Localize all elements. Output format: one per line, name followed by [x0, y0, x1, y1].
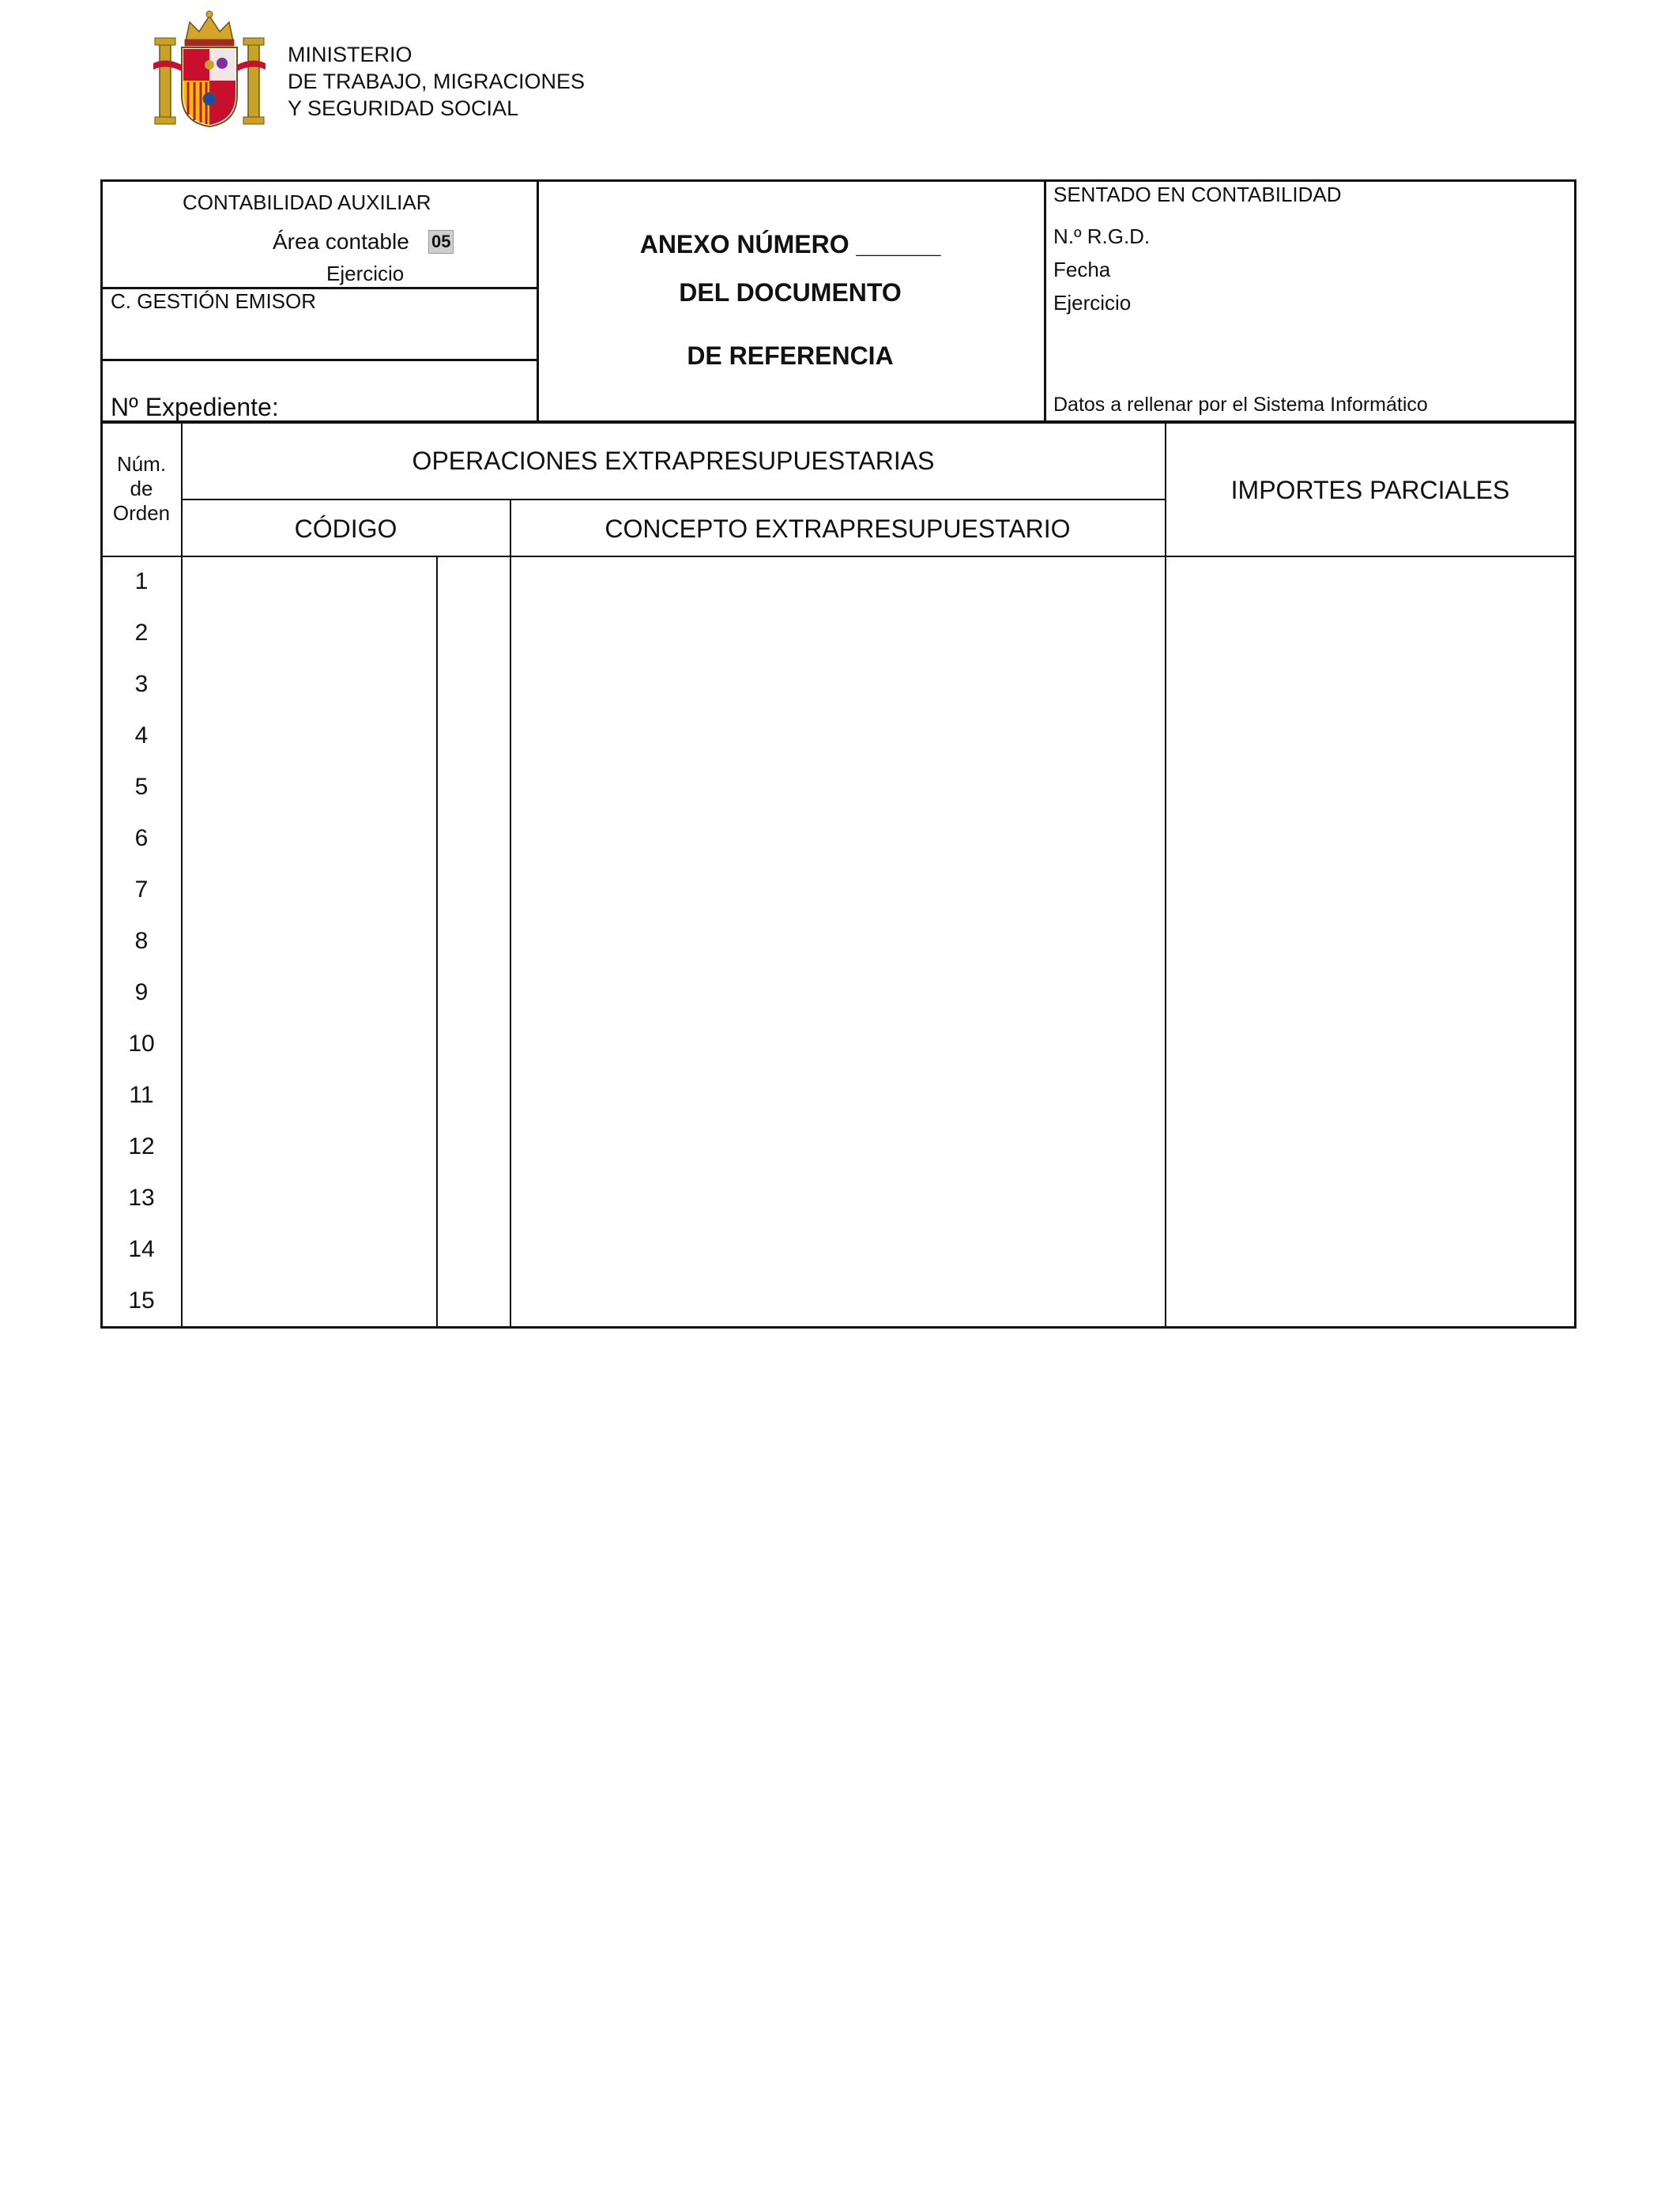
- importes-header: IMPORTES PARCIALES: [1230, 476, 1510, 504]
- sentado-en-contabilidad-label: SENTADO EN CONTABILIDAD: [1053, 183, 1342, 206]
- anexo-numero-title: ANEXO NÚMERO ______: [639, 230, 941, 258]
- divider: [436, 556, 438, 1328]
- coat-of-arms-icon: [150, 8, 269, 130]
- row-number: 10: [128, 1031, 155, 1057]
- orden-header: [102, 452, 181, 526]
- divider: [100, 359, 537, 361]
- divider: [510, 499, 511, 1328]
- del-documento-title: DEL DOCUMENTO: [679, 278, 902, 307]
- row-number: 6: [134, 825, 149, 851]
- ejercicio-label: Ejercicio: [326, 262, 405, 285]
- row-number: 5: [134, 774, 149, 800]
- row-number: 15: [128, 1287, 155, 1314]
- divider: [181, 421, 183, 1328]
- row-number: 14: [128, 1236, 155, 1262]
- orden-header-line-3: Orden: [112, 501, 171, 525]
- de-referencia-title: DE REFERENCIA: [687, 341, 894, 370]
- ministry-name: [288, 41, 585, 122]
- row-number: 4: [134, 722, 149, 748]
- row-number: 13: [128, 1185, 155, 1211]
- row-number: 7: [134, 876, 149, 903]
- row-number: 1: [134, 568, 149, 594]
- expediente-label: Nº Expediente:: [111, 393, 279, 421]
- divider: [1165, 421, 1166, 1328]
- ejercicio-right-label: Ejercicio: [1053, 291, 1132, 315]
- divider: [181, 499, 1166, 500]
- operations-table-frame: [100, 421, 1576, 1329]
- divider: [100, 556, 1575, 557]
- fecha-label: Fecha: [1053, 258, 1111, 281]
- row-number: 11: [129, 1082, 154, 1108]
- gestion-emisor-label: C. GESTIÓN EMISOR: [111, 289, 317, 313]
- sistema-informatico-note: Datos a rellenar por el Sistema Informático: [1053, 394, 1428, 416]
- area-contable-label: Área contable: [273, 229, 409, 254]
- orden-header-line-2: de: [130, 477, 153, 500]
- divider: [1044, 179, 1046, 423]
- codigo-header: CÓDIGO: [294, 515, 397, 543]
- row-number: 9: [134, 979, 149, 1005]
- row-number: 2: [134, 620, 149, 646]
- rgd-label: N.º R.G.D.: [1053, 224, 1151, 248]
- orden-header-line-1: Núm.: [116, 452, 167, 476]
- row-number: 12: [128, 1133, 155, 1159]
- concepto-header: CONCEPTO EXTRAPRESUPUESTARIO: [605, 515, 1071, 543]
- contabilidad-auxiliar-label: CONTABILIDAD AUXILIAR: [183, 190, 431, 214]
- row-number: 8: [134, 928, 149, 954]
- area-contable-value: 05: [428, 230, 454, 254]
- row-number: 3: [134, 671, 149, 697]
- operaciones-header: OPERACIONES EXTRAPRESUPUESTARIAS: [412, 447, 935, 475]
- ministry-line-2: DE TRABAJO, MIGRACIONES: [288, 70, 586, 93]
- ministry-line-1: MINISTERIO: [288, 43, 412, 66]
- ministry-line-3: Y SEGURIDAD SOCIAL: [288, 96, 519, 120]
